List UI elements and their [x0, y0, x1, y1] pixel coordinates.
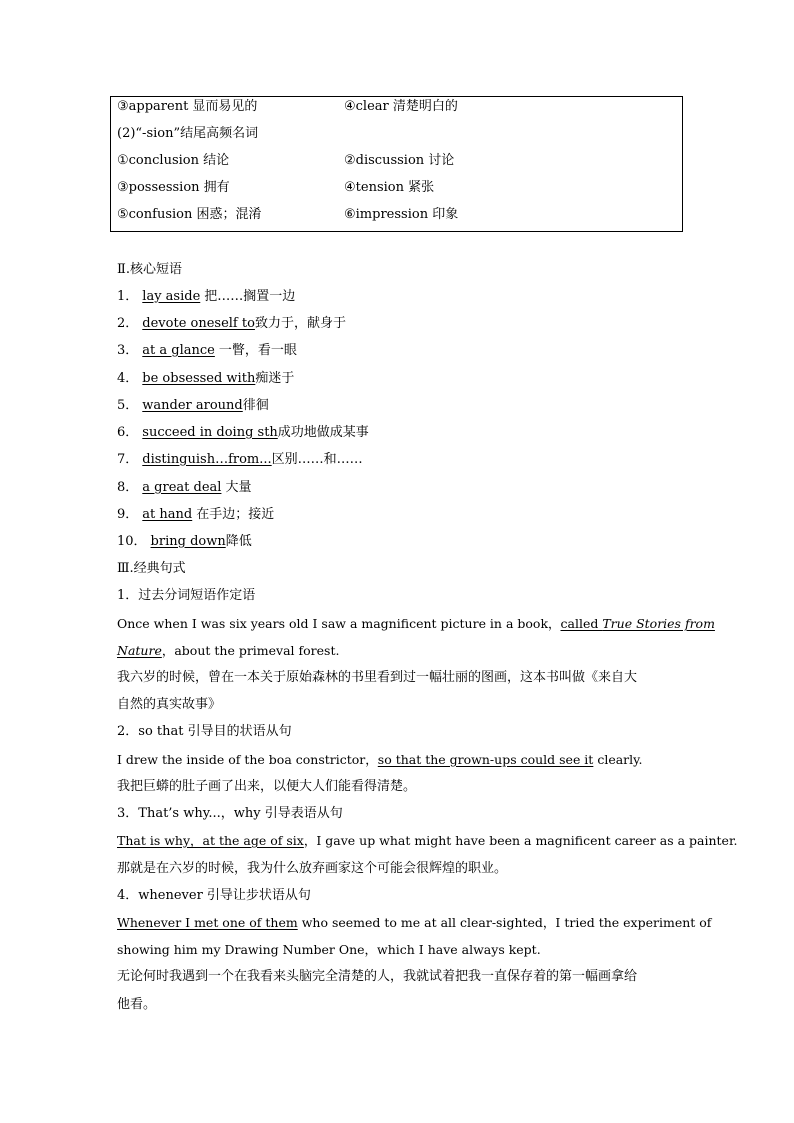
phrase-number: 3．	[117, 343, 139, 358]
phrase-english: devote oneself to	[142, 316, 255, 331]
phrase-english: at hand	[142, 507, 193, 522]
sentence-english	[117, 751, 643, 769]
sentence-text: I drew the inside of the boa constrictor，	[117, 752, 378, 767]
sentence-english	[117, 914, 712, 932]
sentence-underlined: so that the grown-ups could see it	[377, 752, 594, 767]
sentence-text: who seemed to me at all clear-sighted，I tried the experiment of	[297, 915, 712, 930]
phrase-chinese: 成功地做成某事	[277, 425, 369, 440]
sentence-title: 2．so that 引导目的状语从句	[117, 724, 292, 739]
phrase-item	[117, 342, 297, 360]
phrase-item	[117, 533, 252, 551]
vocab-cell: ②discussion 讨论	[344, 153, 455, 168]
sentence-chinese: 我六岁的时候，曾在一本关于原始森林的书里看到过一幅壮丽的图画，这本书叫做《来自大	[117, 670, 638, 685]
phrase-english: distinguish…from...	[142, 452, 272, 467]
phrase-english: bring down	[150, 534, 226, 549]
vocab-cell: ①conclusion 结论	[117, 153, 230, 168]
phrase-number: 1．	[117, 289, 139, 304]
sentence-underlined: called	[560, 616, 603, 631]
vocab-cell: ③possession 拥有	[117, 180, 230, 195]
phrase-chinese: 在手边；接近	[196, 507, 275, 522]
phrase-item	[117, 479, 251, 497]
phrase-number: 5．	[117, 398, 139, 413]
sentence-underlined: That is why，at the age of six	[117, 833, 304, 848]
sentence-text: ，about the primeval forest.	[161, 643, 340, 658]
phrase-chinese: 把……搁置一边	[204, 289, 296, 304]
phrase-english: succeed in doing sth	[142, 425, 278, 440]
phrase-english: at a glance	[142, 343, 215, 358]
phrase-chinese: 大量	[225, 480, 252, 495]
phrase-number: 7．	[117, 452, 139, 467]
sentence-underlined: Whenever I met one of them	[117, 915, 298, 930]
phrase-number: 6．	[117, 425, 139, 440]
phrase-item	[117, 288, 295, 306]
phrase-chinese: 致力于，献身于	[254, 316, 346, 331]
sentence-title: 3．That’s why...，why 引导表语从句	[117, 806, 343, 821]
phrase-item	[117, 424, 369, 442]
sentence-chinese: 那就是在六岁的时候，我为什么放弃画家这个可能会很辉煌的职业。	[117, 861, 508, 876]
section-heading-phrases: Ⅱ.核心短语	[117, 262, 182, 277]
sentence-chinese: 我把巨蟒的肚子画了出来，以便大人们能看得清楚。	[117, 779, 417, 794]
vocab-cell: ④clear 清楚明白的	[344, 99, 458, 114]
phrase-chinese: 区别……和……	[271, 452, 363, 467]
phrase-chinese: 徘徊	[242, 398, 269, 413]
phrase-number: 4．	[117, 371, 139, 386]
phrase-english: wander around	[142, 398, 243, 413]
vocab-subheading: (2)“-sion”结尾高频名词	[117, 126, 259, 141]
sentence-english	[117, 615, 715, 633]
sentence-english: showing him my Drawing Number One，which I have always kept.	[117, 942, 541, 957]
sentence-english	[117, 642, 339, 660]
phrase-item	[117, 397, 269, 415]
vocab-cell: ③apparent 显而易见的	[117, 99, 258, 114]
phrase-item	[117, 315, 346, 333]
section-heading-sentences: Ⅲ.经典句式	[117, 561, 186, 576]
phrase-item	[117, 451, 363, 469]
phrase-chinese: 降低	[225, 534, 252, 549]
phrase-english: be obsessed with	[142, 371, 256, 386]
vocab-cell: ⑥impression 印象	[344, 207, 459, 222]
sentence-chinese: 自然的真实故事》	[117, 697, 222, 712]
sentence-chinese: 他看。	[117, 997, 157, 1012]
sentence-chinese: 无论何时我遇到一个在我看来头脑完全清楚的人，我就试着把我一直保存着的第一幅画拿给	[117, 969, 638, 984]
vocab-cell: ④tension 紧张	[344, 180, 435, 195]
sentence-text: ，I gave up what might have been a magnificent career as a painter.	[303, 833, 738, 848]
phrase-number: 10．	[117, 534, 147, 549]
phrase-number: 2．	[117, 316, 139, 331]
sentence-text: Once when I was six years old I saw a magnificent picture in a book，	[117, 616, 561, 631]
phrase-item	[117, 370, 294, 388]
phrase-english: lay aside	[142, 289, 201, 304]
phrase-chinese: 痴迷于	[255, 371, 295, 386]
vocab-cell: ⑤confusion 困惑；混淆	[117, 207, 262, 222]
sentence-text: clearly.	[593, 752, 643, 767]
phrase-item	[117, 506, 274, 524]
sentence-title: 1．过去分词短语作定语	[117, 588, 256, 603]
vocabulary-table	[110, 96, 683, 232]
book-title-italic: True Stories from	[602, 616, 715, 631]
phrase-number: 9．	[117, 507, 139, 522]
phrase-number: 8．	[117, 480, 139, 495]
book-title-italic: Nature	[117, 643, 162, 658]
sentence-title: 4．whenever 引导让步状语从句	[117, 888, 311, 903]
phrase-english: a great deal	[142, 480, 222, 495]
phrase-chinese: 一瞥，看一眼	[218, 343, 297, 358]
sentence-english	[117, 832, 738, 850]
